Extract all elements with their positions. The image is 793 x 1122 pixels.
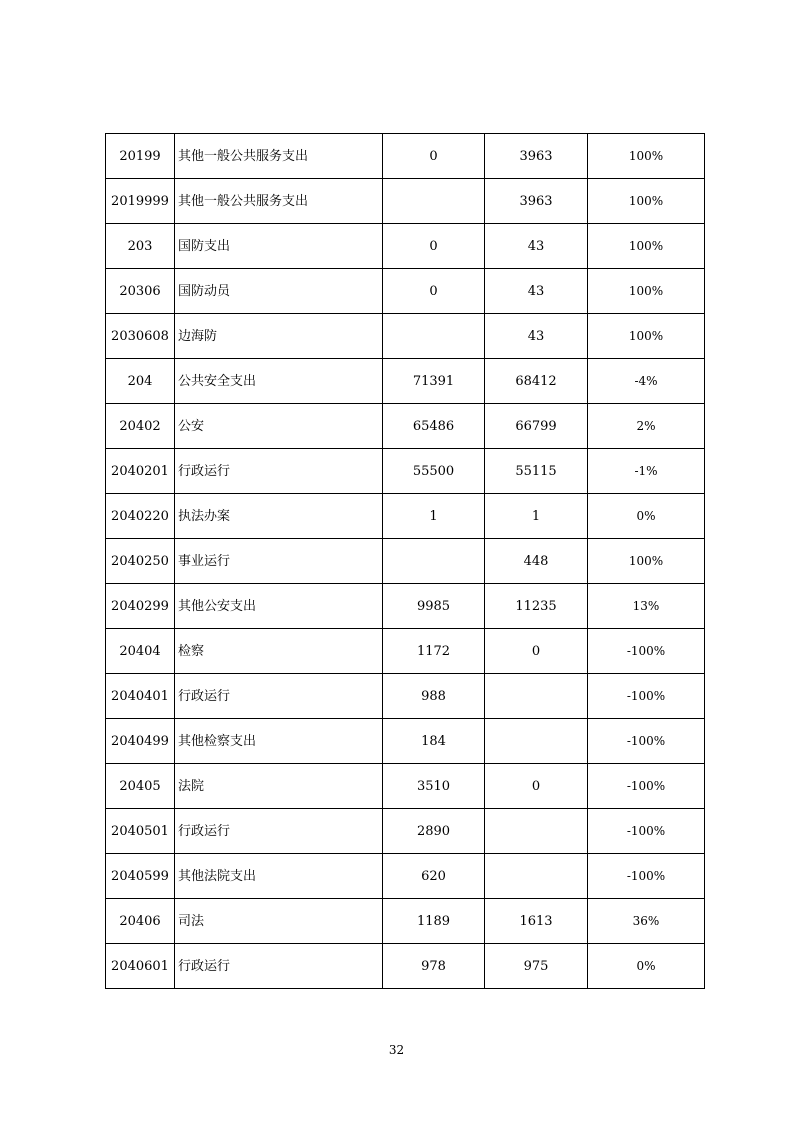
- cell-prev-year: 55500: [383, 449, 485, 494]
- cell-prev-year: 978: [383, 944, 485, 989]
- cell-code: 2030608: [106, 314, 175, 359]
- table-row: [106, 449, 705, 494]
- cell-current-year: [485, 719, 588, 764]
- expenditure-table-body: [106, 134, 705, 989]
- cell-change-rate: 0%: [588, 494, 705, 539]
- cell-current-year: 975: [485, 944, 588, 989]
- cell-name: 行政运行: [175, 944, 383, 989]
- cell-code: 20406: [106, 899, 175, 944]
- cell-current-year: 0: [485, 629, 588, 674]
- cell-current-year: [485, 854, 588, 899]
- cell-prev-year: 9985: [383, 584, 485, 629]
- cell-current-year: [485, 674, 588, 719]
- cell-code: 2040599: [106, 854, 175, 899]
- cell-name: 边海防: [175, 314, 383, 359]
- cell-code: 2040201: [106, 449, 175, 494]
- table-row: [106, 764, 705, 809]
- cell-name: 其他一般公共服务支出: [175, 179, 383, 224]
- cell-code: 204: [106, 359, 175, 404]
- table-row: [106, 584, 705, 629]
- cell-current-year: 43: [485, 269, 588, 314]
- cell-name: 司法: [175, 899, 383, 944]
- cell-current-year: 66799: [485, 404, 588, 449]
- cell-current-year: 11235: [485, 584, 588, 629]
- cell-change-rate: -4%: [588, 359, 705, 404]
- cell-name: 执法办案: [175, 494, 383, 539]
- cell-prev-year: 988: [383, 674, 485, 719]
- cell-current-year: 0: [485, 764, 588, 809]
- cell-change-rate: 100%: [588, 314, 705, 359]
- cell-prev-year: [383, 539, 485, 584]
- cell-change-rate: -100%: [588, 854, 705, 899]
- cell-code: 2040401: [106, 674, 175, 719]
- cell-change-rate: -1%: [588, 449, 705, 494]
- cell-name: 公共安全支出: [175, 359, 383, 404]
- table-row: [106, 809, 705, 854]
- cell-change-rate: 2%: [588, 404, 705, 449]
- table-row: [106, 134, 705, 179]
- cell-name: 其他法院支出: [175, 854, 383, 899]
- table-row: [106, 944, 705, 989]
- cell-prev-year: 1189: [383, 899, 485, 944]
- cell-code: 20402: [106, 404, 175, 449]
- cell-current-year: 448: [485, 539, 588, 584]
- cell-change-rate: 0%: [588, 944, 705, 989]
- cell-prev-year: 71391: [383, 359, 485, 404]
- cell-code: 2040499: [106, 719, 175, 764]
- cell-code: 2040299: [106, 584, 175, 629]
- cell-current-year: 1: [485, 494, 588, 539]
- expenditure-table: [105, 133, 705, 989]
- cell-prev-year: 1: [383, 494, 485, 539]
- table-row: [106, 404, 705, 449]
- cell-prev-year: 2890: [383, 809, 485, 854]
- cell-name: 事业运行: [175, 539, 383, 584]
- cell-change-rate: 100%: [588, 269, 705, 314]
- cell-code: 20199: [106, 134, 175, 179]
- cell-current-year: [485, 809, 588, 854]
- cell-name: 检察: [175, 629, 383, 674]
- cell-current-year: 1613: [485, 899, 588, 944]
- cell-code: 2040601: [106, 944, 175, 989]
- cell-change-rate: 100%: [588, 224, 705, 269]
- cell-prev-year: [383, 314, 485, 359]
- table-row: [106, 224, 705, 269]
- cell-current-year: 3963: [485, 179, 588, 224]
- cell-change-rate: 100%: [588, 179, 705, 224]
- cell-name: 国防支出: [175, 224, 383, 269]
- cell-code: 2040501: [106, 809, 175, 854]
- table-row: [106, 719, 705, 764]
- cell-name: 行政运行: [175, 809, 383, 854]
- cell-current-year: 3963: [485, 134, 588, 179]
- cell-code: 2019999: [106, 179, 175, 224]
- table-row: [106, 179, 705, 224]
- cell-change-rate: -100%: [588, 719, 705, 764]
- cell-change-rate: -100%: [588, 764, 705, 809]
- cell-name: 行政运行: [175, 674, 383, 719]
- table-row: [106, 359, 705, 404]
- table-row: [106, 269, 705, 314]
- cell-current-year: 43: [485, 314, 588, 359]
- table-row: [106, 674, 705, 719]
- cell-prev-year: 620: [383, 854, 485, 899]
- cell-code: 20404: [106, 629, 175, 674]
- cell-current-year: 55115: [485, 449, 588, 494]
- cell-name: 其他一般公共服务支出: [175, 134, 383, 179]
- cell-prev-year: [383, 179, 485, 224]
- cell-prev-year: 3510: [383, 764, 485, 809]
- cell-change-rate: 100%: [588, 539, 705, 584]
- cell-name: 行政运行: [175, 449, 383, 494]
- cell-prev-year: 0: [383, 269, 485, 314]
- page-number: 32: [388, 1043, 405, 1057]
- table-row: [106, 854, 705, 899]
- cell-prev-year: 184: [383, 719, 485, 764]
- table-row: [106, 494, 705, 539]
- cell-name: 公安: [175, 404, 383, 449]
- cell-current-year: 68412: [485, 359, 588, 404]
- cell-prev-year: 0: [383, 134, 485, 179]
- cell-name: 其他检察支出: [175, 719, 383, 764]
- cell-code: 2040220: [106, 494, 175, 539]
- cell-code: 203: [106, 224, 175, 269]
- cell-prev-year: 65486: [383, 404, 485, 449]
- cell-name: 法院: [175, 764, 383, 809]
- cell-prev-year: 0: [383, 224, 485, 269]
- cell-change-rate: 13%: [588, 584, 705, 629]
- table-row: [106, 539, 705, 584]
- cell-code: 2040250: [106, 539, 175, 584]
- table-row: [106, 314, 705, 359]
- table-row: [106, 629, 705, 674]
- cell-change-rate: -100%: [588, 629, 705, 674]
- cell-prev-year: 1172: [383, 629, 485, 674]
- cell-current-year: 43: [485, 224, 588, 269]
- cell-code: 20405: [106, 764, 175, 809]
- cell-name: 国防动员: [175, 269, 383, 314]
- cell-change-rate: -100%: [588, 809, 705, 854]
- cell-change-rate: -100%: [588, 674, 705, 719]
- cell-change-rate: 36%: [588, 899, 705, 944]
- table-row: [106, 899, 705, 944]
- cell-change-rate: 100%: [588, 134, 705, 179]
- cell-name: 其他公安支出: [175, 584, 383, 629]
- cell-code: 20306: [106, 269, 175, 314]
